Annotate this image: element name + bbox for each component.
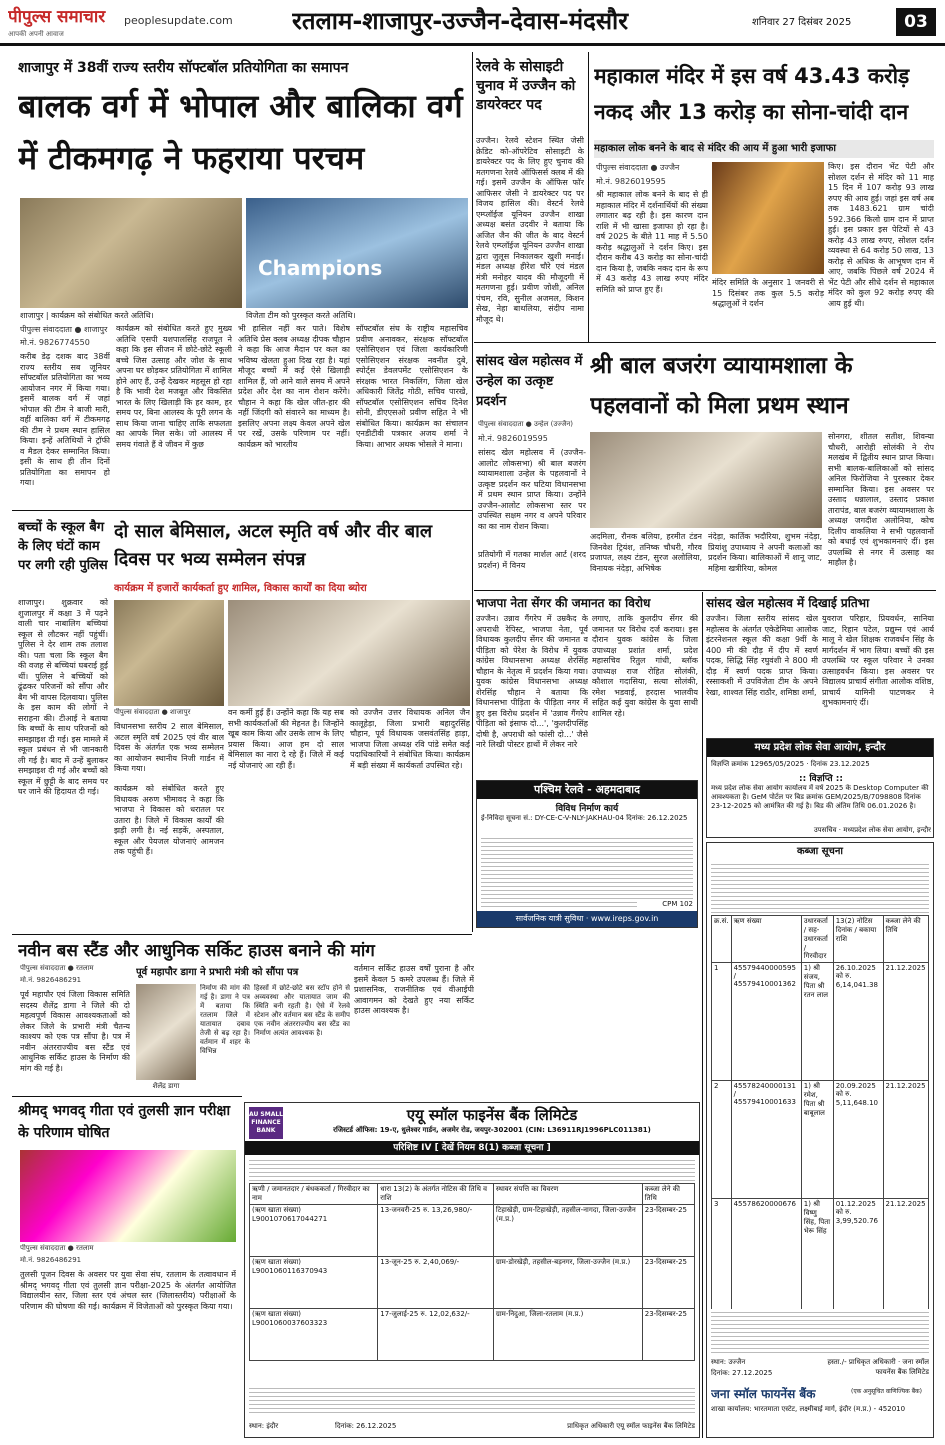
table-row: [250, 1309, 695, 1361]
champions-banner-text: Champions: [258, 256, 383, 280]
table-cell: 21.12.2025: [883, 1199, 929, 1317]
table-cell: ग्राम-निदुआ, जिला-रतलाम (म.प्र.): [493, 1309, 642, 1361]
story5-headline: भाजपा नेता सेंगर की जमानत का विरोध: [476, 596, 651, 610]
story8-body-col1b: कार्यक्रम को संबोधित करते हुए विधायक अरुण भीमावद ने कहा कि भाजपा ने विकास को धरातल पर उतारा है। जिले में विकास कार्यों की झड़ी लगी है। नई सड़कें, अस्पताल, स्कूल और पेयजल योजनाएं आमजन तक पहुंची हैं।: [114, 784, 224, 856]
story8-photo-crowd: [228, 600, 470, 706]
story1-body-col1: करीब डेढ़ दशक बाद 38वीं राज्य स्तरीय सब जूनियर सॉफ्टबॉल प्रतियोगिता का भव्य आयोजन नगर में किया गया। इसमें बालक वर्ग में जहां भोपाल की टीम ने बाजी मारी, वहीं बालिका वर्ग में टीकमगढ़ की टीम ने प्रथम स्थान हासिल किया। इन्हें अतिथियों ने ट्रॉफी व मैडल देकर सम्मानित किया। इसी के साथ ही तीन दिनों प्रतियोगिता का समापन हो गया।: [20, 352, 110, 487]
table-cell: 13-जनवरी-25 रु. 13,26,980/-: [378, 1205, 494, 1257]
region-title: रतलाम-शाजापुर-उज्जैन-देवास-मंदसौर: [292, 7, 629, 35]
mppsc-notice-label: :: विज्ञप्ति ::: [798, 774, 843, 783]
railway-tender-no: ई-निविदा सूचना सं.: DY-CE-C-V-NLY-JAKHAU-04 दिनांक: 26.12.2025: [481, 814, 688, 822]
story8-body-col2: वन कर्मी हुई हैं। उन्होंने कहा कि यह सब सभी कार्यकर्ताओं की मेहनत है। जिन्होंने खूब काम किया और उसके लाभ के लिए प्रयास किया। आज हम दो साल बेमिसाल का नारा दे रहे हैं। जिले में कई नई योजनाएं आ रही हैं।: [228, 708, 344, 770]
ad-au-bank: [244, 1102, 700, 1438]
railway-fineprint: [481, 835, 693, 909]
au-table-header: [250, 1184, 695, 1205]
railway-footer: सार्वजनिक यात्री सुविधा · www.ireps.gov.in: [477, 911, 697, 927]
story9-quote-head: पूर्व महापौर डागा ने प्रभारी मंत्री को सौंपा पत्र: [136, 967, 299, 978]
story1-kicker: शाजापुर में 38वीं राज्य स्तरीय सॉफ्टबॉल प्रतियोगिता का समापन: [18, 60, 349, 76]
ad-jana-bank: [706, 842, 934, 1438]
au-place: स्थान: इंदौर: [249, 1422, 279, 1430]
jana-logo-sub: (एक अनुसूचित वाणिज्यिक बैंक): [851, 1388, 922, 1395]
story1-byline: पीपुल्स संवाददाता ● शाजापुर: [20, 325, 108, 334]
au-sign: प्राधिकृत अधिकारी एयू स्मॉल फाइनेंस बैंक लिमिटेड: [567, 1422, 695, 1430]
story8-subhead: कार्यक्रम में हजारों कार्यकर्ता हुए शामिल, विकास कार्यों का दिया ब्योरा: [114, 583, 367, 594]
story3-subhead: महाकाल लोक बनने के बाद से मंदिर की आय में हुआ भारी इजाफा: [594, 140, 934, 158]
brand-tagline: आपकी अपनी आवाज: [8, 30, 64, 38]
jana-intro-fineprint: [711, 861, 929, 913]
table-cell: 1: [712, 963, 732, 1081]
table-cell: 1) श्री विष्णु सिंह, पिता भेरू सिंह: [801, 1199, 833, 1317]
story6-body-col2: युवराज परिहार, प्रियवर्धन, सानिया जाट, रिहान पटेल, प्रद्युम्न एवं आर्य मालू ने खेल शिक्षक राजवर्धन सिंह के मार्गदर्शन में भाग लिया। बच्चों की इस उपलब्धि पर स्कूल परिवार ने उनका उत्साहवर्धन किया। इस अवसर पर विद्यालय प्राचार्य संगीता आलोक वशिष्ठ, प्राचार्य यामिनी पाटणकर ने शुभकामनाएं दीं।: [822, 614, 934, 707]
table-cell: (ऋण खाता संख्या) L9001060116370943: [250, 1257, 378, 1309]
table-cell: 45578240000131 / 45579410001633: [731, 1081, 801, 1199]
railway-code: CPM 102: [637, 899, 693, 909]
table-cell: (ऋण खाता संख्या) L9001070617044271: [250, 1205, 378, 1257]
mppsc-ref: विज्ञप्ति क्रमांक 12965/05/2025 · दिनांक 23.12.2025: [711, 760, 870, 768]
au-title: एयू स्मॉल फाइनेंस बैंक लिमिटेड: [406, 1106, 578, 1124]
table-cell: 1) श्री रमेश, पिता श्री बाबूलाल: [801, 1081, 833, 1199]
story4-photo-wrestlers: [590, 432, 822, 528]
story3-byline: पीपुल्स संवाददाता ● उज्जैन: [596, 163, 680, 172]
divider: [12, 934, 472, 935]
story9-photo-caption: शैलेंद्र डागा: [152, 1082, 180, 1090]
story6-body-col1: उज्जैन। जिला स्तरीय सांसद खेल महोत्सव के अंतर्गत एकेडेमिया आलोक इंटरनेशनल स्कूल की कक्षा 9वीं के 400 मी की दौड़ में दीप में स्वर्ण पदक, सिद्धि सिंह रघुवंशी ने 800 मी दौड़ में स्वर्ण पदक प्राप्त किया। रस्साकशी में उपविजेता टीम के अपने रेखा, शाश्वत सिंह राठौर, शमिष्ठा शर्मा,: [706, 614, 818, 697]
jana-table-header: [712, 916, 929, 963]
table-row: [712, 1081, 929, 1199]
ad-western-railway: [476, 780, 698, 928]
table-cell: 45578620000676: [731, 1199, 801, 1317]
story1-body-col3: भी हासिल नहीं कर पाते। विशेष अतिथि प्रेस क्लब अध्यक्ष दीपक चौहान ने कहा कि आज मैदान पर कल का भविष्य खेलता हुआ दिख रहा है। यहां मौजूद बच्चों में कई ऐसे खिलाड़ी शामिल हैं, जो आने वाले समय में अपने प्रदेश और देश का नाम रोशन करेंगे। चौहान ने कहा कि खेल जीत-हार की नहीं जिंदगी को संवारने का माध्यम है। इसलिए अपना लक्ष्य केवल अपने खेल पर रखें, उसके परिणाम पर नहीं। कार्यक्रम को भारतीय: [238, 324, 350, 449]
table-cell: 23-दिसम्बर-25: [642, 1257, 694, 1309]
story9-body-col4: वर्तमान सर्किट हाउस वर्षों पुराना है और इसमें केवल 5 कमरे उपलब्ध हैं। जिले में प्रशासनिक, राजनीतिक एवं वीआईपी आवागमन को देखते हुए नया सर्किट हाउस आवश्यक है।: [354, 964, 474, 1015]
story1-photo-dignitaries: [20, 198, 242, 308]
table-cell: 13-जून-25 रु. 2,40,069/-: [378, 1257, 494, 1309]
table-cell: 01.12.2025 को रु. 3,99,520.76: [833, 1199, 883, 1317]
story5-body-col1: उज्जैन। उन्नाव गैंगरेप में उम्रकैद के अपराधी रेपिस्ट, भाजपा नेता, पूर्व विधायक कुलदीप सेंगर की जमानत व पीड़िता को पेरेश के विरोध में युवक कांग्रेस विधानसभा अध्यक्ष शेरसिंह चौहान के नेतृत्व में प्रदर्शन किया गया। युवक कांग्रेस विधानसभा अध्यक्ष शेरसिंह चौहान ने बताया कि विधानसभा पीड़िता के पीड़िता नगर में हुए इस विरोध प्रदर्शन में 'उन्नाव गैंगरेप पीड़िता को इंसाफ दो...', 'कुलदीपसिंह दोषी है, अपराधी को फांसी दो...' जैसे नारे लिखी पोस्टर हाथों में लेकर नारे: [476, 614, 588, 749]
story1-mobile: मो.नं. 9826774550: [20, 338, 90, 347]
table-cell: 21.12.2025: [883, 1081, 929, 1199]
mppsc-sign: उपसचिव · मध्यप्रदेश लोक सेवा आयोग, इन्दौर: [813, 826, 931, 834]
story10-body: तुलसी पूजन दिवस के अवसर पर युवा सेवा संघ, रतलाम के तत्वावधान में श्रीमद् भगवद् गीता एवं तुलसी ज्ञान परीक्षा-2025 के अंतर्गत आयोजित विद्यालयीन स्तर, जिला स्तर एवं अंचल स्तर (जिलास्तरीय) परीक्षाओं के परिणाम की घोषणा की गई। कार्यक्रम में विजेताओं को पुरस्कृत किया गया।: [20, 1270, 236, 1311]
story4-headline: श्री बाल बजरंग व्यायामशाला के पहलवानों को मिला प्रथम स्थान: [590, 353, 853, 419]
jana-terms-fineprint: [711, 1309, 929, 1353]
divider: [12, 510, 472, 511]
au-logo: AU SMALL FINANCE BANK: [249, 1107, 283, 1139]
story1-body-col4: सॉफ्टबॉल संघ के राष्ट्रीय महासचिव प्रवीण अनावकर, संरक्षक सॉफ्टबॉल एसोसिएशन एवं जिला कार्यकारिणी एसोसिएशन संरक्षक नवनीत दुबे, स्पोर्ट्स डेवलपमेंट एसोसिएशन के संरक्षक भारत निकलिंग, जिला खेल अधिकारी जितेंद्र गोठी, सचिव पारखे, सॉफ्टबॉल एसोसिएशन सचिव दिनेश सोनी, डीएएसओ प्रवीण सहित ने भी संबोधित किया। कार्यक्रम का संचालन एनडीटीवी पत्रकार अजय शर्मा ने किया। आभार अथक भोसले ने माना।: [356, 324, 468, 449]
jana-logo: जना स्मॉल फायनेंस बैंक: [711, 1387, 816, 1401]
au-date: दिनांक: 26.12.2025: [335, 1422, 397, 1430]
story4-kicker: सांसद खेल महोत्सव में उन्हेल का उत्कृष्ट प्रदर्शन: [476, 354, 583, 409]
story1-headline: बालक वर्ग में भोपाल और बालिका वर्ग में टीकमगढ़ ने फहराया परचम: [18, 87, 463, 177]
story2-headline: रेलवे के सोसाइटी चुनाव में उज्जैन को डायरेक्टर पद: [476, 59, 576, 113]
table-row: [250, 1205, 695, 1257]
jana-col-possession: कब्जा लेने की तिथि: [883, 916, 929, 963]
table-cell: (ऋण खाता संख्या) L9001060037603323: [250, 1309, 378, 1361]
railway-title: पश्चिम रेलवे - अहमदाबाद: [477, 781, 697, 799]
story10-mobile: मो.नं. 9826486291: [20, 1256, 82, 1264]
story9-byline: पीपुल्स संवाददाता ● रतलाम: [20, 964, 94, 972]
table-cell: 26.10.2025 को रु. 6,14,041.38: [833, 963, 883, 1081]
story6-headline: सांसद खेल महोत्सव में दिखाई प्रतिभा: [706, 596, 870, 610]
story4-body-col2: अदमिला, रौनक बलिया, हरमीत टंडन जिनवेश ट्रियंश, तनिष्क चौधरी, गौरव प्रजापत, लक्ष्य टंडन, सुरज अलोलिया, विनायक नंदेड़ा, अभिषेक: [590, 532, 702, 573]
story8-body-col1: विधानसभा स्तरीय 2 साल बेमिसाल, अटल स्मृति वर्ष 2025 एवं वीर बाल दिवस के अंतर्गत एक भव्य सम्मेलन का आयोजन स्थानीय निजी गार्डन में किया गया।: [114, 722, 224, 773]
story4-byline: पीपुल्स संवाददाता ● उन्हेल (उज्जैन): [478, 420, 574, 428]
table-cell: टिहाखेड़ी, ग्राम-टिहाखेड़ी, तहसील-नागदा, जिला-उज्जैन (म.प्र.): [493, 1205, 642, 1257]
jana-sign: हस्ता./- प्राधिकृत अधिकारी · जना स्मॉल फायनेंस बैंक लिमिटेड: [827, 1358, 929, 1376]
brand-logo: पीपुल्स समाचार: [8, 7, 106, 27]
jana-title: कब्जा सूचना: [796, 846, 843, 857]
table-cell: 23-दिसम्बर-25: [642, 1309, 694, 1361]
jana-table: [711, 915, 929, 1317]
story9-body-col2: निर्माण की मांग की गई है। डागा ने पत्र में बताया कि रतलाम जिले में यातायात दबाव तेजी से बढ़ रहा है। वर्तमान में शहर के विभिन्न: [200, 984, 250, 1055]
table-cell: 21.12.2025: [883, 963, 929, 1081]
story9-body-col3: हिस्सों में छोटे-छोटे बस स्टॉप होने से अव्यवस्था और यातायात जाम की स्थिति बनी रहती है। ऐसे में रेलवे स्टेशन और वर्तमान बस स्टैंड के समीप एक नवीन अंतरराज्यीय बस स्टैंड का निर्माण अत्यंत आवश्यक है।: [254, 984, 350, 1037]
jana-col-borrower: उधारकर्ता / सह-उधारकर्ता / गिरवीदार: [801, 916, 833, 963]
jana-col-loan: ऋण संख्या: [731, 916, 801, 963]
story1-photo2-caption: विजेता टीम को पुरस्कृत करते अतिथि।: [246, 311, 356, 320]
story3-headline: महाकाल मंदिर में इस वर्ष 43.43 करोड़ नकद और 13 करोड़ का सोना-चांदी दान: [594, 64, 910, 124]
story8-body-col3: को उज्जैन उत्तर विधायक अनिल जैन कालूहेड़ा, जिला प्रभारी बहादुरसिंह चौहान, पूर्व विधायक जसवंतसिंह हाड़ा, भाजपा जिला अध्यक्ष रवि पांडे समेत कई पदाधिकारियों ने संबोधित किया। कार्यक्रम में बड़ी संख्या में कार्यकर्ता उपस्थित रहे।: [350, 708, 470, 770]
table-cell: 23-दिसम्बर-25: [642, 1205, 694, 1257]
railway-subtitle: विविध निर्माण कार्य: [555, 804, 619, 813]
story3-body-col1: श्री महाकाल लोक बनने के बाद से ही महाकाल मंदिर में दर्शनार्थियों की संख्या लगातार बढ़ रही है। इस कारण दान राशि में भी खासा इजाफा हो रहा है। वर्ष 2025 के बीते 11 माह में 5.50 करोड़ श्रद्धालुओं ने दर्शन किए। इस दौरान करीब 43 करोड़ का सोना-चांदी दान किया है, जबकि नकद दान के रूप में 43 करोड़ 43 लाख रुपए मंदिर समिति को प्राप्त हुए हैं।: [596, 190, 708, 294]
divider: [12, 1096, 242, 1097]
story9-mobile: मो.नं. 9826486291: [20, 976, 82, 984]
table-row: [712, 963, 929, 1081]
story4-mobile: मो.नं. 9826019595: [478, 434, 548, 443]
divider: [474, 590, 936, 591]
jana-col-sn: क्र.सं.: [712, 916, 732, 963]
au-col-possession: कब्जा लेने की तिथि: [642, 1184, 694, 1205]
story10-headline: श्रीमद् भगवद् गीता एवं तुलसी ज्ञान परीक्षा के परिणाम घोषित: [18, 1103, 231, 1141]
table-row: [250, 1257, 695, 1309]
au-subtitle: रजिस्टर्ड ऑफिस: 19-ए, धुलेश्वर गार्डन, अजमेर रोड, जयपुर-302001 (CIN: L36911RJ1996PLC011381): [333, 1126, 651, 1134]
au-intro-fineprint: [249, 1157, 695, 1181]
story4-body-col4: सोनगरा, शीतल सतीश, शिवन्या चौधरी, आरोही सोलंकी ने रोप मलखंब में द्वितीय स्थान प्राप्त किया। सभी बालक-बालिकाओं को सांसद अनिल फिरोजिया ने पुरस्कार देकर सम्मानित किया। इस अवसर पर उस्ताद धन्नालाल, उस्ताद प्रकाश तारापंड, बाल बजरंग व्यायामशाला के अध्यक्ष जगदीश अलोनिया, कोच दिलीप वाकलिया ने सभी पहलवानों को बधाई एवं शुभकामनाएं दीं। इस उपलब्धि से नगर में उत्साह का माहौल है।: [828, 432, 934, 567]
table-cell: 3: [712, 1199, 732, 1317]
story1-photo-champions: [246, 198, 468, 308]
jana-footer-address: शाखा कार्यालय: भारतमाता एस्टेट, लक्ष्मीबाई मार्ग, इंदौर (म.प्र.) - 452010: [711, 1405, 906, 1413]
story8-headline: दो साल बेमिसाल, अटल स्मृति वर्ष और वीर बाल दिवस पर भव्य सम्मेलन संपन्न: [114, 521, 433, 570]
divider: [702, 592, 703, 1438]
table-cell: 2: [712, 1081, 732, 1199]
jana-date: दिनांक: 27.12.2025: [711, 1369, 773, 1377]
story4-body-col1b: प्रतियोगी में गतका मार्शल आर्ट (शरद प्रदर्शन) में विनय: [478, 550, 586, 570]
divider: [588, 52, 589, 342]
au-col-property: स्थावर संपत्ति का विवरण: [493, 1184, 642, 1205]
ad-mppsc: [706, 738, 934, 838]
story1-body-col2: कार्यक्रम को संबोधित करते हुए मुख्य अतिथि एसपी यशपालसिंह राजपूत ने कहा कि इस सीजन में छोटे-छोटे स्कूली बच्चे जिस उत्साह और जोश के साथ अपना घर छोड़कर प्रतियोगिता में शामिल होने आए हैं, उन्हें देखकर महसूस हो रहा है कि भावी देश मजबूत और विकसित भारत के लिए खिलाड़ी कि हर काम, हर समय पर, बिना आलस्य के पूरी लगन के साथ किया जाना चाहिए ताकि सफलता का आपके मिल सके। जो आलस्य में समय गंवाते हैं वे जीवन में कुछ: [116, 324, 232, 449]
table-cell: 1) श्री संजय, पिता श्री रतन लाल: [801, 963, 833, 1081]
page-number: 03: [896, 8, 936, 36]
website: peoplesupdate.com: [124, 14, 233, 27]
table-cell: ग्राम-डोरखेड़ी, तहसील-बड़नगर, जिला-उज्जैन (म.प्र.): [493, 1257, 642, 1309]
mppsc-body: मध्य प्रदेश लोक सेवा आयोग कार्यालय में वर्ष 2025 के Desktop Computer की आवश्यकता है। GeM पोर्टल पर बिड क्रमांक GEM/2025/B/7098808 दिनांक 23-12-2025 को आमंत्रित की गई है। बिड की अंतिम तिथि 06.01.2026 है।: [711, 784, 929, 810]
divider: [472, 52, 473, 932]
table-cell: 45579440000595 / 45579410001362: [731, 963, 801, 1081]
story8-byline: पीपुल्स संवाददाता ● शाजापुर: [114, 708, 191, 716]
story9-headline: नवीन बस स्टैंड और आधुनिक सर्किट हाउस बनाने की मांग: [18, 941, 375, 961]
table-row: [712, 1199, 929, 1317]
divider: [474, 342, 936, 343]
story1-photo1-caption: शाजापुर | कार्यक्रम को संबोधित करते अतिथि।: [20, 311, 154, 320]
jana-place: स्थान: उज्जैन: [711, 1358, 746, 1366]
au-col-borrower: ऋणी / जमानतदार / बंधककर्ता / गिरवीदार का नाम: [250, 1184, 378, 1205]
issue-date: शनिवार 27 दिसंबर 2025: [752, 17, 852, 28]
story2-body: उज्जैन। रेलवे स्टेशन स्थित जेसी क्रेडिट को-ऑपरेटिव सोसाइटी के डायरेक्टर पद के लिए हुए चुनाव की मतगणना रेलवे ऑफिसर्स क्लब में की गई। इसमें उज्जैन के ऑफिस फॉर आफिसर जेसी ने डायरेक्टर पद पर विजय हासिल की। वेस्टर्न रेलवे एम्प्लॉईज यूनियन उज्जैन शाखा अध्यक्ष बसंत उदवीर ने बताया कि अजित जैन की जीत के बाद वेस्टर्न रेलवे एम्प्लॉईज यूनियन उज्जैन शाखा द्वारा जुलूस निकालकर खुशी मनाई। मंडल अध्यक्ष हीरेश चौरे एवं मंडल मंत्री मनोहर यादव की मौजूदगी में मतगणना हुई। प्रवीण जोशी, अनिल पंचम, रवि, सुनील अजमल, किशन सेख, नेहा बाथलिया, संदीप नामा मौजूद थे।: [476, 136, 584, 324]
story3-photo-shivling: [712, 162, 824, 274]
au-terms-fineprint: [249, 1385, 695, 1415]
story10-byline: पीपुल्स संवाददाता ● रतलाम: [20, 1244, 94, 1252]
story3-body-col3: किए। इस दौरान भेंट पेटी और सोशल दर्शन से मंदिर को 11 माह 15 दिन में 107 करोड़ 93 लाख रुपए की आय हुई। जहां इस वर्ष अब तक 1483.621 ग्राम चांदी 592.366 किलो ग्राम दान में प्राप्त हुई। इस प्रकार इस पेटियों से 43 करोड़ 43 लाख रुपए, सोशल दर्शन व्यवस्था से 64 करोड़ 50 लाख, 13 करोड़ से अधिक के आभूषण दान में आए, जबकि पिछले वर्ष 2024 में भेंट पेटी और सीधे दर्शन से महाकाल मंदिर को कुल 92 करोड़ रुपए की आय हुई थी।: [828, 162, 934, 308]
jana-col-notice: 13(2) नोटिस दिनांक / बकाया राशि: [833, 916, 883, 963]
story8-photo-speaker: [114, 600, 224, 706]
au-col-notice: धारा 13(2) के अंतर्गत नोटिस की तिथि व राशि: [378, 1184, 494, 1205]
story10-photo-students: [20, 1150, 236, 1242]
story9-body-col1: पूर्व महापौर एवं जिला विकास समिति सदस्य शैलेंद्र डागा ने जिले की दो महत्वपूर्ण विकास आवश्यकताओं को लेकर जिले के प्रभारी मंत्री चैतन्य काश्यप को एक पत्र सौंपा है। पत्र में नवीन अंतरराज्यीय बस स्टैंड एवं आधुनिक सर्किट हाउस के निर्माण की मांग की गई है।: [20, 990, 130, 1073]
story7-body: शाजापुर। शुक्रवार को शुजालपुर में कक्षा 3 में पढ़ने वाली चार नाबालिग बच्चियां स्कूल से लौटकर नहीं पहुंचीं। पुलिस ने देर शाम तक तलाश की। पता चला कि स्कूल बैग की वजह से बच्चियां घबराई हुई थीं। पुलिस ने बच्चियों को ढूंढकर परिजनों को सौंपा और बैग भी वापस दिलवाया। पुलिस के इस काम की लोगों ने सराहना की। टीआई ने बताया कि बच्चों के साथ परिजनों को समझाइश दी गई। इस मामले में स्कूल प्रबंधन से भी जानकारी ली गई है। बाद में उन्हें बुलाकर समझाइश दी गई और बच्चों को स्कूल में छुट्टी के बाद समय पर घर जाने की हिदायत दी गई।: [18, 598, 108, 796]
story3-mobile: मो.नं. 9826019595: [596, 177, 666, 186]
table-cell: 17-जुलाई-25 रु. 12,02,632/-: [378, 1309, 494, 1361]
story4-body-col1: सांसद खेल महोत्सव में (उज्जैन-आलोट लोकसभा) श्री बाल बजरंग व्यायामशाला उन्हेल के पहलवानों ने उत्कृष्ट प्रदर्शन कर घटिया विधानसभा में प्रथम स्थान प्राप्त किया। उन्होंने उज्जैन-आलोट लोकसभा स्तर पर उपस्थित सक्षम नगर व अपने परिवार का का नाम रोशन किया।: [478, 448, 586, 531]
story7-headline: बच्चों के स्कूल बैग के लिए घंटों काम पर लगी रही पुलिस: [18, 520, 108, 573]
masthead: [0, 0, 945, 46]
au-table: [249, 1183, 695, 1361]
story9-photo-daga: [136, 984, 196, 1080]
table-cell: 20.09.2025 को रु. 5,11,648.10: [833, 1081, 883, 1199]
story4-body-col3: नंदेड़ा, कार्तिक भदौरिया, शुभम नंदेड़ा, प्रियांशु उपाध्याय ने अपनी कलाओं का प्रदर्शन किया। बालिकाओं में शानू जाट, महिमा खत्रीरिया, कोमल: [708, 532, 822, 573]
au-notice-bar: परिशिष्ट IV [ देखें नियम 8(1) कब्जा सूचना ]: [245, 1141, 699, 1155]
story5-body-col2: लगाए, ताकि कुलदीप सेंगर की जमानत पर विरोध दर्ज कराया। इस दौरान युवक कांग्रेस के जिला उपाध्यक्ष प्रशांत शर्मा, प्रदेश महासचिव रितुल गांधी, ब्लॉक उपाध्यक्ष राज रोहित सोलंकी, कौशाल गदासिया, सत्या सोलंकी, रमेश भडवाई, हरदास भालवीय सहित कई युवा कांग्रेस के युवा साथी शामिल रहे।: [592, 614, 698, 718]
story3-body-col2: मंदिर समिति के अनुसार 1 जनवरी से 15 दिसंबर तक कुल 5.5 करोड़ श्रद्धालुओं ने दर्शन: [712, 278, 824, 308]
mppsc-title: मध्य प्रदेश लोक सेवा आयोग, इन्दौर: [707, 739, 933, 757]
